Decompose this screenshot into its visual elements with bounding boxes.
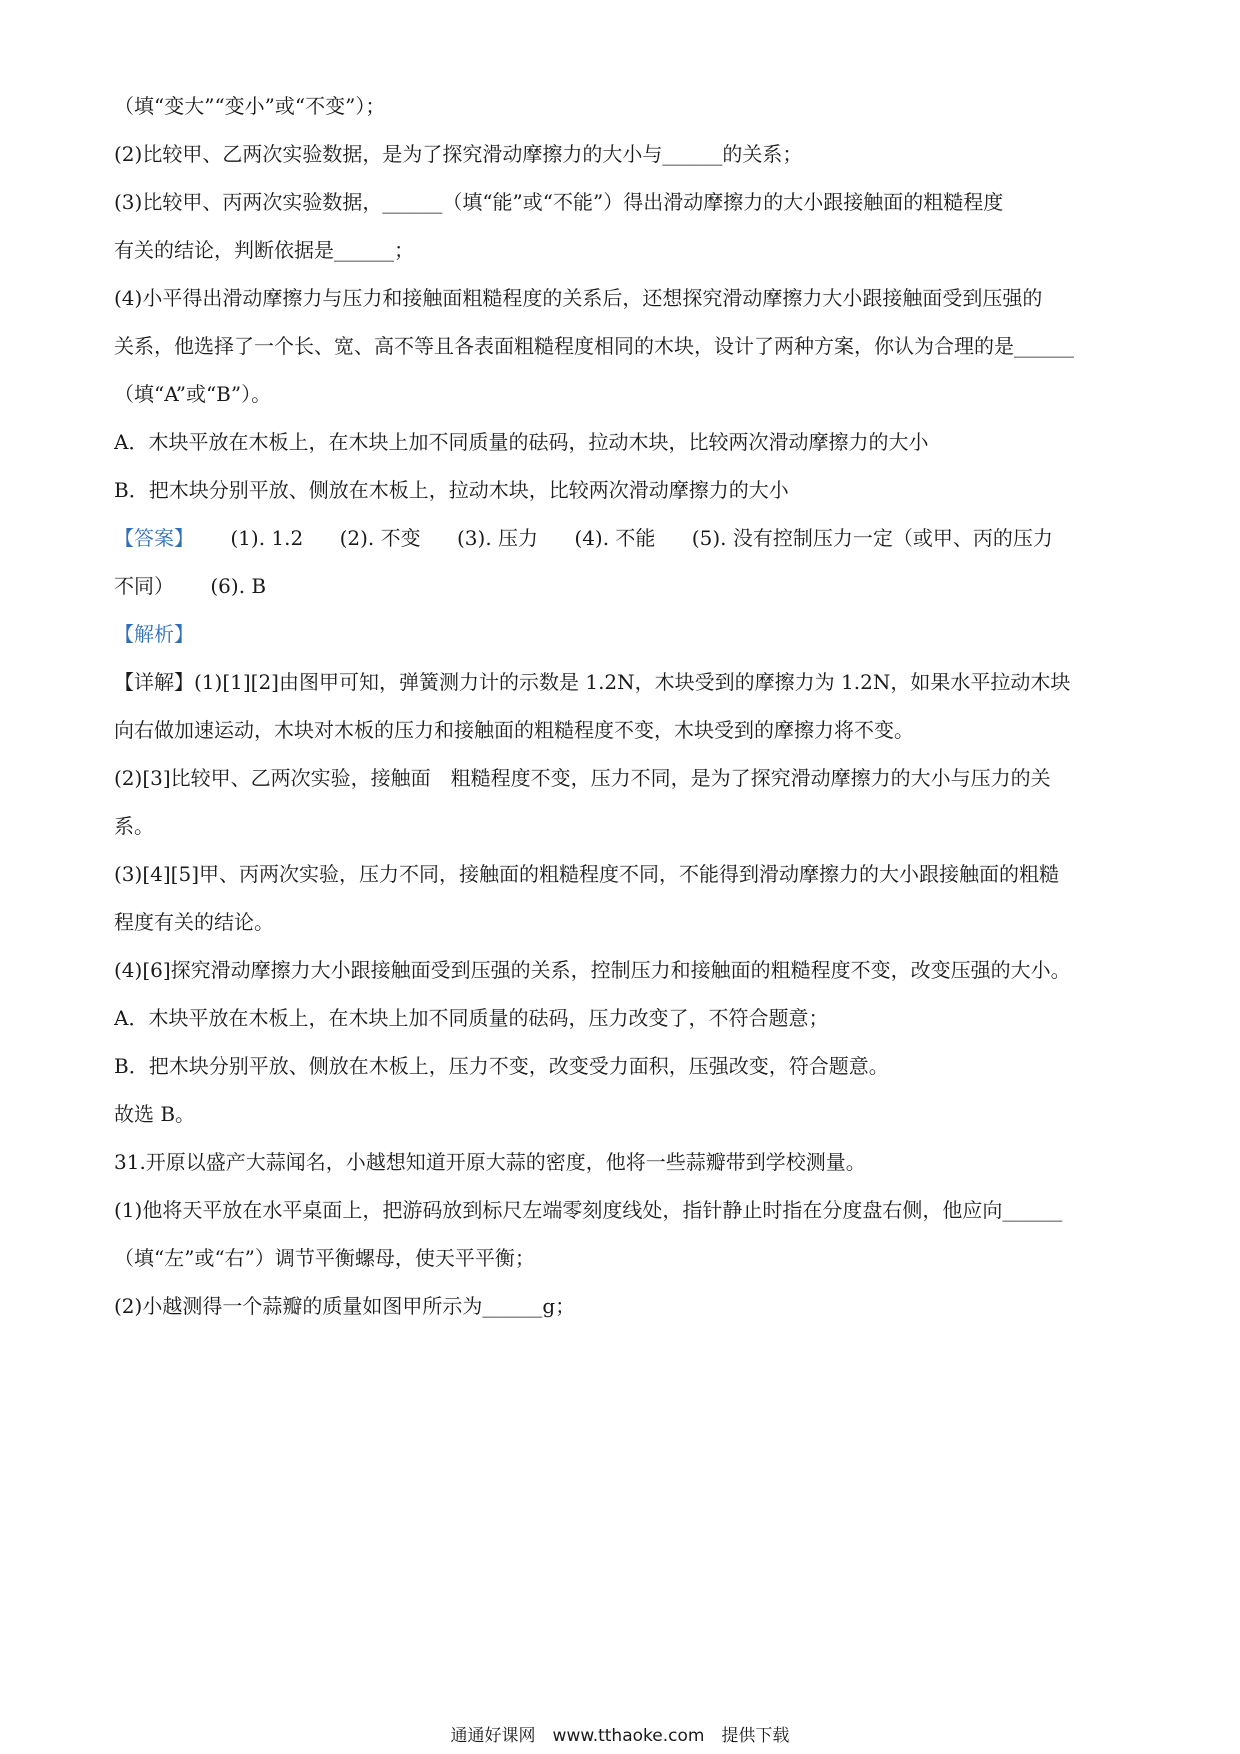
detail-text-line: (4)[6]探究滑动摩擦力大小跟接触面受到压强的关系，控制压力和接触面的粗糙程度不变，改变压强的大小。 [114, 958, 1071, 982]
detail-text-line: 程度有关的结论。 [114, 910, 274, 934]
answer-item: (5). 没有控制压力一定（或甲、丙的压力 [691, 526, 1053, 550]
answer-item: 不同） [114, 574, 174, 598]
detail-text-line: (2)[3]比较甲、乙两次实验，接触面 粗糙程度不变，压力不同，是为了探究滑动摩擦力的大小与压力的关 [114, 766, 1051, 790]
question-text-line: （填“左”或“右”）调节平衡螺母，使天平平衡； [114, 1246, 535, 1270]
answer-item: (4). 不能 [574, 526, 656, 550]
detail-text-line: 系。 [114, 814, 154, 838]
analysis-label: 【解析】 [114, 622, 194, 646]
answer-item: (6). B [210, 574, 267, 598]
page-footer: 通通好课网 www.tthaoke.com 提供下载 [450, 1726, 790, 1746]
question-text-line: (2)小越测得一个蒜瓣的质量如图甲所示为______g； [114, 1294, 576, 1318]
question-text-line: (2)比较甲、乙两次实验数据，是为了探究滑动摩擦力的大小与______的关系； [114, 142, 803, 166]
option-b-line: B．把木块分别平放、侧放在木板上，拉动木块，比较两次滑动摩擦力的大小 [114, 478, 789, 502]
detail-text-line: A．木块平放在木板上，在木块上加不同质量的砝码，压力改变了，不符合题意； [114, 1006, 829, 1030]
question-31-title: 31.开原以盛产大蒜闻名，小越想知道开原大蒜的密度，他将一些蒜瓣带到学校测量。 [114, 1150, 866, 1174]
question-text-line: (3)比较甲、丙两次实验数据，______（填“能”或“不能”）得出滑动摩擦力的大小跟接触面的粗糙程度 [114, 190, 1004, 214]
detail-text-line: B．把木块分别平放、侧放在木板上，压力不变，改变受力面积，压强改变，符合题意。 [114, 1054, 889, 1078]
answer-item: (3). 压力 [456, 526, 539, 550]
answer-item: (1). 1.2 [230, 526, 304, 550]
option-a-line: A．木块平放在木板上，在木块上加不同质量的砝码，拉动木块，比较两次滑动摩擦力的大小 [114, 430, 929, 454]
question-text-line: 关系，他选择了一个长、宽、高不等且各表面粗糙程度相同的木块，设计了两种方案，你认为合理的是______ [114, 334, 1074, 358]
answer-line-continued [114, 572, 1134, 600]
question-text-line: （填“A”或“B”）。 [114, 382, 272, 406]
question-text-line: (4)小平得出滑动摩擦力与压力和接触面粗糙程度的关系后，还想探究滑动摩擦力大小跟接触面受到压强的 [114, 286, 1043, 310]
question-text-line: （填“变大”“变小”或“不变”）； [114, 94, 386, 118]
detail-text-line: 向右做加速运动，木块对木板的压力和接触面的粗糙程度不变，木块受到的摩擦力将不变。 [114, 718, 914, 742]
question-text-line: 有关的结论，判断依据是______； [114, 238, 414, 262]
detail-text-line: 故选 B。 [114, 1102, 196, 1126]
question-text-line: (1)他将天平放在水平桌面上，把游码放到标尺左端零刻度线处，指针静止时指在分度盘右侧，他应向______ [114, 1198, 1063, 1222]
detail-text-line: 【详解】(1)[1][2]由图甲可知，弹簧测力计的示数是 1.2N，木块受到的摩擦力为 1.2N，如果水平拉动木块 [114, 670, 1071, 694]
detail-text-line: (3)[4][5]甲、丙两次实验，压力不同，接触面的粗糙程度不同，不能得到滑动摩擦力的大小跟接触面的粗糙 [114, 862, 1059, 886]
answer-label: 【答案】 [114, 526, 194, 550]
answer-item: (2). 不变 [339, 526, 421, 550]
answer-line [114, 524, 1134, 552]
